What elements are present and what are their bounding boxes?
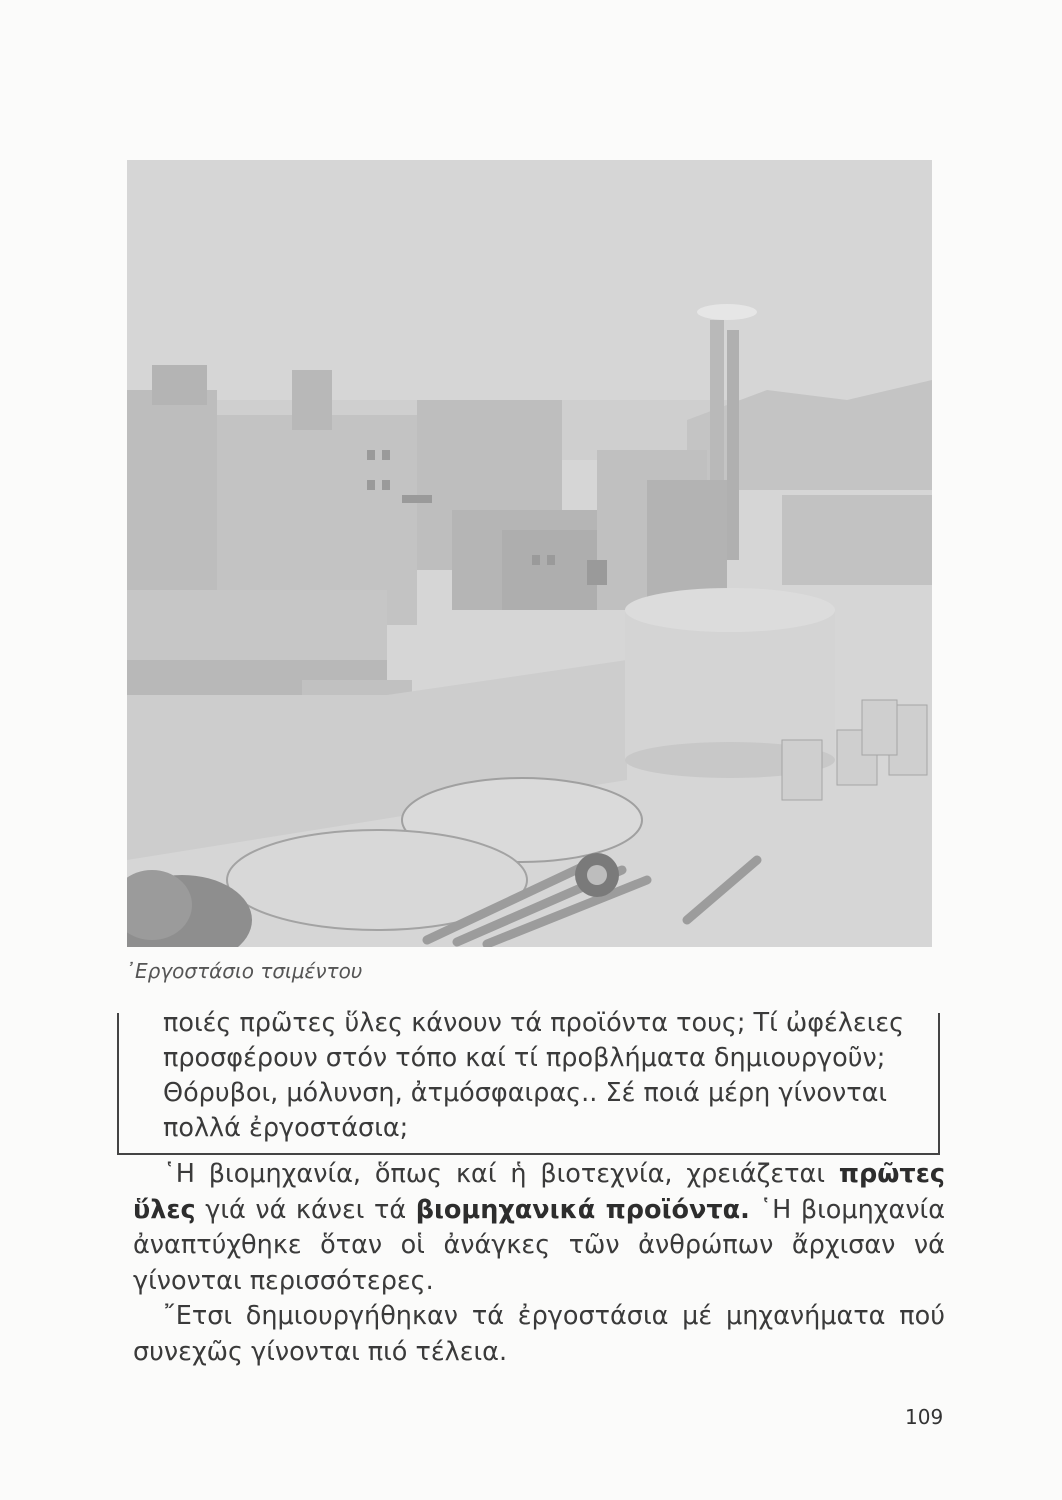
factory-photo <box>127 160 932 947</box>
paragraph-1-part-e: ῾Η βιομηχανία ἀναπτύχθηκε ὅταν οἱ ἀνάγκες τῶν ἀνθρώπων ἄρχισαν νά γίνονται περισσότερες. <box>133 1194 945 1296</box>
term-raw-materials: πρῶτες ὕλες <box>133 1159 945 1225</box>
page-number: 109 <box>905 1405 944 1429</box>
paragraph-1 <box>133 1157 945 1299</box>
question-box-text: ποιές πρῶτες ὕλες κάνουν τά προϊόντα τους; Τί ὠφέλειες προσφέρουν στόν τόπο καί τί προβλήματα δημιουργοῦν; Θόρυβοι, μόλυνση, ἀτμόσφαιρας.. Σέ ποιά μέρη γίνονται πολλά ἐργοστάσια; <box>163 1008 905 1143</box>
body-text <box>133 1157 945 1370</box>
cement-factory-illustration <box>127 160 932 947</box>
photo-caption: ᾿Εργοστάσιο τσιμέντου <box>125 959 363 983</box>
paragraph-1-part-c: γιά νά κάνει τά <box>195 1194 416 1225</box>
term-industrial-products: βιομηχανικά προϊόντα. <box>415 1194 750 1225</box>
paragraph-2: ῎Ετσι δημιουργήθηκαν τά ἐργοστάσια μέ μηχανήματα πού συνεχῶς γίνονται πιό τέλεια. <box>133 1301 945 1367</box>
paragraph-1-part-a: ῾Η βιομηχανία, ὅπως καί ἡ βιοτεχνία, χρειάζεται <box>163 1159 839 1189</box>
